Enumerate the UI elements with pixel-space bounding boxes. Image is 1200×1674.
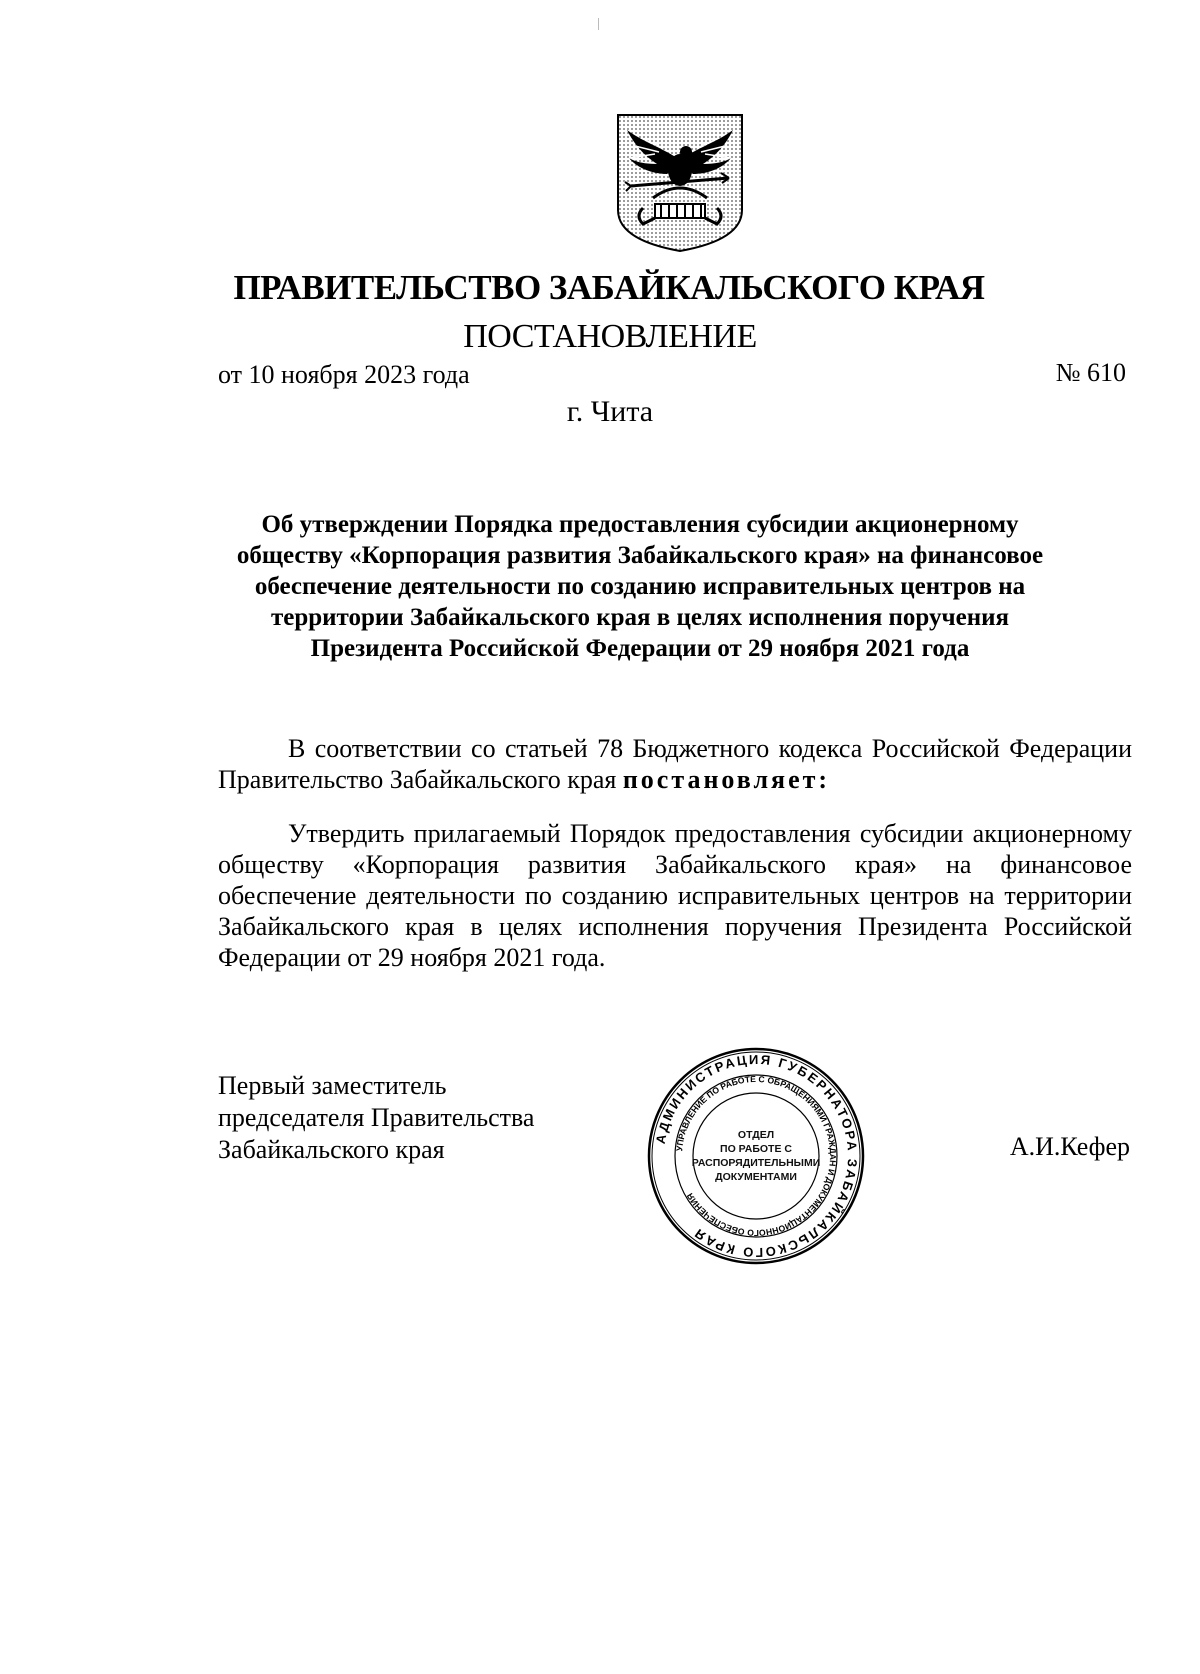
decree-word: постановляет:	[622, 765, 831, 794]
signer-position-line: председателя Правительства	[218, 1103, 535, 1132]
signer-position	[218, 1070, 598, 1166]
subject-line: обществу «Корпорация развития Забайкальского края» на финансовое	[236, 542, 1044, 569]
signer-name: А.И.Кефер	[1009, 1132, 1130, 1161]
document-subject	[200, 509, 1060, 664]
official-stamp	[645, 1045, 867, 1267]
preamble-paragraph	[218, 733, 1132, 795]
preamble-text: В соответствии со статьей 78 Бюджетного кодекса Российской Федерации Правительство Забайкальского края	[218, 734, 1132, 794]
organization-title: ПРАВИТЕЛЬСТВО ЗАБАЙКАЛЬСКОГО КРАЯ	[233, 268, 985, 307]
stamp-center-line: ОТДЕЛ	[737, 1129, 775, 1141]
stamp-outer-text: АДМИНИСТРАЦИЯ ГУБЕРНАТОРА ЗАБАЙКАЛЬСКОГО КРАЯ	[652, 1051, 861, 1261]
signer-position-line: Забайкальского края	[218, 1135, 445, 1164]
scan-mark	[598, 18, 599, 30]
coat-of-arms-icon	[615, 112, 745, 254]
decree-paragraph: Утвердить прилагаемый Порядок предоставления субсидии акционерному обществу «Корпорация развития Забайкальского края» на финансовое обеспечение деятельности по созданию исправительных центров на территории Забайкальского края в целях исполнения поручения Президента Российской Федерации от 29 ноября 2021 года.	[218, 819, 1132, 972]
subject-line: обеспечение деятельности по созданию исправительных центров на	[254, 573, 1026, 600]
stamp-center-line: ПО РАБОТЕ С	[720, 1143, 792, 1155]
stamp-inner-text: УПРАВЛЕНИЕ ПО РАБОТЕ С ОБРАЩЕНИЯМИ ГРАЖДАН И ДОКУМЕНТАЦИОННОГО ОБЕСПЕЧЕНИЯ	[674, 1073, 839, 1239]
document-date: от 10 ноября 2023 года	[218, 360, 470, 389]
document-number: № 610	[1055, 358, 1126, 387]
stamp-center	[645, 1045, 867, 1267]
subject-line: Президента Российской Федерации от 29 ноября 2021 года	[310, 635, 970, 662]
stamp-center-line: РАСПОРЯДИТЕЛЬНЫМИ	[691, 1157, 821, 1169]
subject-line: территории Забайкальского края в целях исполнения поручения	[270, 604, 1010, 631]
signer-position-line: Первый заместитель	[218, 1071, 447, 1100]
subject-line: Об утверждении Порядка предоставления субсидии акционерному	[261, 511, 1019, 538]
stamp-center-line: ДОКУМЕНТАМИ	[715, 1171, 797, 1183]
document-city: г. Чита	[566, 395, 654, 428]
document-type: ПОСТАНОВЛЕНИЕ	[463, 318, 757, 355]
